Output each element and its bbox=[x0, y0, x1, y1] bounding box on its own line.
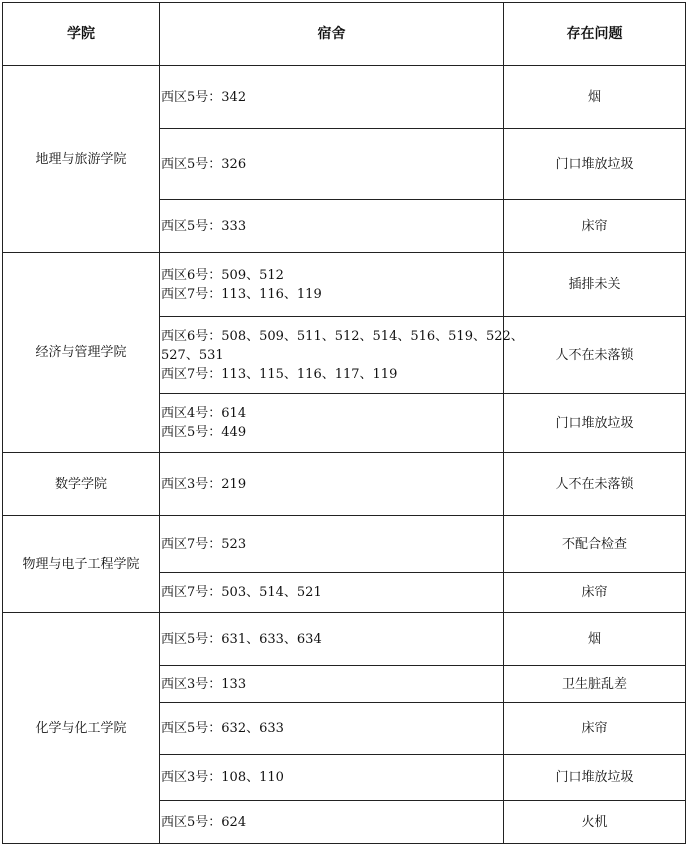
dorm-cell bbox=[160, 66, 504, 129]
dorm-line: 西区3号：108、110 bbox=[161, 770, 284, 785]
table-row bbox=[3, 453, 686, 516]
dorm-cell bbox=[160, 573, 504, 613]
problem-cell: 人不在未落锁 bbox=[504, 317, 686, 394]
dorm-cell bbox=[160, 516, 504, 573]
problem-cell: 不配合检查 bbox=[504, 516, 686, 573]
dorm-cell bbox=[160, 317, 524, 394]
table-body bbox=[3, 66, 686, 844]
header-row bbox=[3, 3, 686, 66]
problem-cell: 烟 bbox=[504, 613, 686, 666]
problem-cell: 门口堆放垃圾 bbox=[504, 755, 686, 801]
dorm-line: 527、531 bbox=[161, 347, 224, 363]
dorm-cell bbox=[160, 801, 504, 844]
table-row bbox=[3, 613, 686, 666]
problem-cell: 床帘 bbox=[504, 703, 686, 755]
dorm-cell bbox=[160, 755, 504, 801]
college-cell: 经济与管理学院 bbox=[3, 253, 160, 453]
dorm-cell bbox=[160, 129, 504, 200]
dorm-cell bbox=[160, 453, 504, 516]
problem-cell: 火机 bbox=[504, 801, 686, 844]
header-dorm: 宿舍 bbox=[160, 3, 504, 66]
problem-cell: 卫生脏乱差 bbox=[504, 666, 686, 703]
problem-cell: 烟 bbox=[504, 66, 686, 129]
table-row bbox=[3, 66, 686, 129]
dorm-line: 西区6号：509、512 bbox=[161, 267, 284, 283]
dorm-line: 西区5号：342 bbox=[161, 89, 247, 105]
problem-cell: 人不在未落锁 bbox=[504, 453, 686, 516]
problem-cell: 床帘 bbox=[504, 200, 686, 253]
dorm-line: 西区3号：219 bbox=[161, 476, 247, 492]
college-cell: 地理与旅游学院 bbox=[3, 66, 160, 253]
dorm-cell bbox=[160, 613, 504, 666]
dorm-line: 西区5号：624 bbox=[161, 814, 247, 830]
problem-cell: 门口堆放垃圾 bbox=[504, 129, 686, 200]
dorm-line: 西区5号：631、633、634 bbox=[161, 631, 322, 647]
college-cell: 化学与化工学院 bbox=[3, 613, 160, 844]
dorm-cell bbox=[160, 703, 504, 755]
dorm-cell bbox=[160, 253, 504, 317]
dorm-line: 西区7号：523 bbox=[161, 536, 247, 552]
problem-cell: 门口堆放垃圾 bbox=[504, 394, 686, 453]
dorm-line: 西区5号：632、633 bbox=[161, 721, 284, 736]
problem-cell: 床帘 bbox=[504, 573, 686, 613]
dorm-line: 西区7号：113、116、119 bbox=[161, 286, 322, 302]
header-problem: 存在问题 bbox=[504, 3, 686, 66]
college-cell: 数学学院 bbox=[3, 453, 160, 516]
college-cell: 物理与电子工程学院 bbox=[3, 516, 160, 613]
dorm-line: 西区7号：503、514、521 bbox=[161, 585, 322, 600]
dorm-cell bbox=[160, 200, 504, 253]
dorm-cell bbox=[160, 394, 504, 453]
dorm-line: 西区5号：333 bbox=[161, 218, 247, 234]
dorm-line: 西区3号：133 bbox=[161, 676, 247, 692]
dorm-line: 西区6号：508、509、511、512、514、516、519、522、 bbox=[161, 328, 524, 344]
dorm-cell bbox=[160, 666, 504, 703]
dorm-line: 西区5号：326 bbox=[161, 156, 247, 172]
inspection-table bbox=[2, 2, 686, 844]
problem-cell: 插排未关 bbox=[504, 253, 686, 317]
dorm-line: 西区7号：113、115、116、117、119 bbox=[161, 366, 398, 382]
table-row bbox=[3, 516, 686, 573]
header-college: 学院 bbox=[3, 3, 160, 66]
dorm-line: 西区4号：614 bbox=[161, 406, 247, 421]
table-row bbox=[3, 253, 686, 317]
dorm-line: 西区5号：449 bbox=[161, 425, 247, 440]
